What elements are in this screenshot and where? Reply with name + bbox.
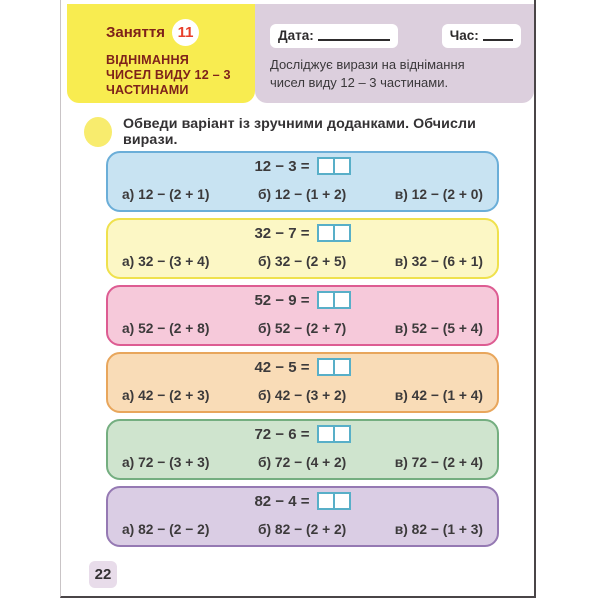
- option-b[interactable]: б) 52 − (2 + 7): [257, 321, 347, 336]
- option-v[interactable]: в) 12 − (2 + 0): [394, 187, 483, 202]
- task-bullet-icon: [84, 117, 112, 147]
- options-row: [122, 187, 483, 202]
- page-number-badge: 22: [89, 561, 117, 588]
- option-b[interactable]: б) 12 − (1 + 2): [257, 187, 347, 202]
- task-instruction: Обведи варіант із зручними доданками. Обчисли вирази.: [123, 116, 476, 148]
- options-row: [122, 254, 483, 269]
- equation-text: 82 − 4 =: [254, 492, 310, 510]
- exercise-box-4: [106, 352, 499, 413]
- option-a[interactable]: а) 32 − (3 + 4): [122, 254, 210, 269]
- answer-cell[interactable]: [333, 358, 351, 376]
- equation-text: 42 − 5 =: [254, 358, 310, 376]
- equation-row: [122, 291, 483, 309]
- equation-text: 52 − 9 =: [254, 291, 310, 309]
- time-blank-line[interactable]: [483, 39, 513, 41]
- equation-row: [122, 492, 483, 510]
- lesson-number-badge: 11: [172, 19, 199, 46]
- answer-cell[interactable]: [333, 224, 351, 242]
- equation-text: 72 − 6 =: [254, 425, 310, 443]
- option-v[interactable]: в) 32 − (6 + 1): [394, 254, 483, 269]
- date-field[interactable]: [270, 24, 398, 48]
- workbook-page: [60, 0, 536, 598]
- description-line: чисел виду 12 – 3 частинами.: [270, 74, 449, 90]
- lesson-description: [270, 56, 522, 91]
- date-label: Дата:: [278, 28, 314, 43]
- exercise-list: [106, 151, 499, 547]
- option-v[interactable]: в) 72 − (2 + 4): [394, 455, 483, 470]
- equation-text: 12 − 3 =: [254, 157, 310, 175]
- exercise-box-6: [106, 486, 499, 547]
- date-blank-line[interactable]: [318, 39, 390, 41]
- answer-boxes[interactable]: [317, 425, 351, 443]
- description-line: Досліджує вирази на віднімання: [270, 57, 465, 72]
- option-v[interactable]: в) 52 − (5 + 4): [394, 321, 483, 336]
- answer-cell[interactable]: [333, 291, 351, 309]
- options-row: [122, 321, 483, 336]
- answer-cell[interactable]: [333, 157, 351, 175]
- equation-row: [122, 425, 483, 443]
- options-row: [122, 388, 483, 403]
- options-row: [122, 522, 483, 537]
- task-instruction-row: [84, 116, 534, 148]
- equation-text: 32 − 7 =: [254, 224, 310, 242]
- exercise-box-1: [106, 151, 499, 212]
- option-a[interactable]: а) 72 − (3 + 3): [122, 455, 210, 470]
- lesson-title: [106, 53, 247, 98]
- header-info-panel: [255, 4, 534, 103]
- option-v[interactable]: в) 82 − (1 + 3): [394, 522, 483, 537]
- lesson-header-box: [67, 4, 255, 103]
- option-a[interactable]: а) 42 − (2 + 3): [122, 388, 210, 403]
- option-b[interactable]: б) 82 − (2 + 2): [257, 522, 347, 537]
- answer-boxes[interactable]: [317, 224, 351, 242]
- answer-boxes[interactable]: [317, 358, 351, 376]
- option-a[interactable]: а) 82 − (2 − 2): [122, 522, 210, 537]
- lesson-title-line: ЧАСТИНАМИ: [106, 83, 189, 97]
- option-a[interactable]: а) 52 − (2 + 8): [122, 321, 210, 336]
- time-label: Час:: [449, 28, 479, 43]
- answer-boxes[interactable]: [317, 157, 351, 175]
- option-b[interactable]: б) 42 − (3 + 2): [257, 388, 347, 403]
- lesson-title-line: ЧИСЕЛ ВИДУ 12 – 3: [106, 68, 231, 82]
- exercise-box-2: [106, 218, 499, 279]
- lesson-row: [106, 19, 247, 46]
- lesson-label: Заняття: [106, 24, 165, 41]
- time-field[interactable]: [442, 24, 521, 48]
- equation-row: [122, 358, 483, 376]
- answer-boxes[interactable]: [317, 492, 351, 510]
- option-b[interactable]: б) 32 − (2 + 5): [257, 254, 347, 269]
- answer-cell[interactable]: [333, 492, 351, 510]
- answer-cell[interactable]: [333, 425, 351, 443]
- answer-boxes[interactable]: [317, 291, 351, 309]
- options-row: [122, 455, 483, 470]
- exercise-box-5: [106, 419, 499, 480]
- lesson-title-line: ВІДНІМАННЯ: [106, 53, 189, 67]
- date-time-row: [270, 24, 522, 48]
- equation-row: [122, 157, 483, 175]
- option-v[interactable]: в) 42 − (1 + 4): [394, 388, 483, 403]
- option-b[interactable]: б) 72 − (4 + 2): [257, 455, 347, 470]
- equation-row: [122, 224, 483, 242]
- exercise-box-3: [106, 285, 499, 346]
- option-a[interactable]: а) 12 − (2 + 1): [122, 187, 210, 202]
